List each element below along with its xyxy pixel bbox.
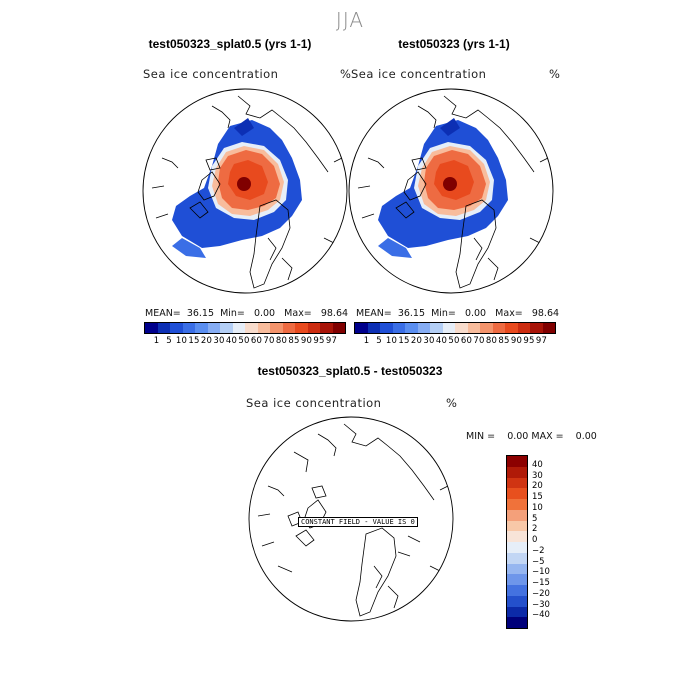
- figure-title: JJA: [335, 8, 365, 32]
- colorbar-tick-label: 30: [532, 470, 543, 481]
- colorbar-tick-label: 97: [325, 336, 338, 346]
- colorbar-tick-label: 40: [225, 336, 238, 346]
- colorbar-swatch: [270, 323, 283, 333]
- colorbar-swatch: [507, 607, 527, 618]
- colorbar-swatch: [258, 323, 271, 333]
- colorbar-swatch: [480, 323, 493, 333]
- colorbar-tick-label: 40: [435, 336, 448, 346]
- colorbar-tick-label: 10: [385, 336, 398, 346]
- colorbar-tick-label: 50: [238, 336, 250, 346]
- colorbar-swatch: [518, 323, 531, 333]
- colorbar-swatch: [507, 478, 527, 489]
- colorbar-tick-label: 20: [410, 336, 423, 346]
- colorbar-tick-label: −10: [532, 567, 550, 578]
- panel-2-units: %: [549, 67, 561, 81]
- colorbar-tick-label: 80: [485, 336, 498, 346]
- colorbar-tick-label: 95: [313, 336, 325, 346]
- difference-variable-label: Sea ice concentration: [246, 396, 382, 410]
- colorbar-swatch: [455, 323, 468, 333]
- panel-2-polar-map: [348, 88, 554, 294]
- colorbar-tick-label: 30: [213, 336, 225, 346]
- colorbar-tick-label: −40: [532, 610, 550, 621]
- constant-field-annotation: CONSTANT FIELD - VALUE IS 0: [298, 517, 418, 527]
- panel-2-variable-label: Sea ice concentration: [351, 67, 487, 81]
- colorbar-tick-label: 5: [166, 336, 172, 346]
- difference-units: %: [446, 396, 458, 410]
- panel-1-colorbar-ticks: [144, 336, 346, 348]
- colorbar-swatch: [208, 323, 221, 333]
- colorbar-tick-label: 95: [523, 336, 535, 346]
- colorbar-tick-label: 5: [376, 336, 382, 346]
- panel-1-polar-map: [142, 88, 348, 294]
- panel-1-colorbar: [144, 322, 346, 334]
- colorbar-tick-label: 20: [200, 336, 213, 346]
- colorbar-tick-label: 40: [532, 459, 543, 470]
- colorbar-swatch: [507, 499, 527, 510]
- colorbar-swatch: [507, 585, 527, 596]
- colorbar-swatch: [333, 323, 346, 333]
- panel-1-units: %: [340, 67, 352, 81]
- colorbar-swatch: [220, 323, 233, 333]
- colorbar-swatch: [430, 323, 443, 333]
- colorbar-swatch: [507, 617, 527, 628]
- colorbar-swatch: [145, 323, 158, 333]
- panel-1-title: test050323_splat0.5 (yrs 1-1): [148, 37, 312, 51]
- colorbar-tick-label: 85: [288, 336, 300, 346]
- colorbar-swatch: [405, 323, 418, 333]
- colorbar-swatch: [507, 564, 527, 575]
- colorbar-tick-label: 1: [153, 336, 160, 346]
- panel-1-stats: MEAN= 36.15 Min= 0.00 Max= 98.64: [145, 308, 349, 319]
- colorbar-tick-label: 70: [263, 336, 275, 346]
- panel-2-title: test050323 (yrs 1-1): [398, 37, 510, 51]
- colorbar-tick-label: 80: [275, 336, 288, 346]
- panel-2-colorbar: [354, 322, 556, 334]
- colorbar-tick-label: 50: [448, 336, 460, 346]
- difference-stats: MIN = 0.00 MAX = 0.00: [466, 431, 597, 442]
- colorbar-tick-label: 97: [535, 336, 548, 346]
- colorbar-tick-label: 15: [398, 336, 410, 346]
- colorbar-swatch: [493, 323, 506, 333]
- colorbar-tick-label: 10: [532, 502, 543, 513]
- colorbar-tick-label: 20: [532, 481, 543, 492]
- colorbar-swatch: [320, 323, 333, 333]
- colorbar-tick-label: −15: [532, 578, 550, 588]
- colorbar-swatch: [543, 323, 556, 333]
- panel-2-colorbar-ticks: [354, 336, 556, 348]
- colorbar-swatch: [468, 323, 481, 333]
- colorbar-swatch: [418, 323, 431, 333]
- difference-colorbar-labels: [532, 455, 572, 627]
- colorbar-tick-label: 85: [498, 336, 510, 346]
- difference-colorbar: [506, 455, 528, 629]
- colorbar-tick-label: 15: [188, 336, 200, 346]
- colorbar-tick-label: 10: [175, 336, 188, 346]
- colorbar-tick-label: −30: [532, 599, 550, 610]
- colorbar-swatch: [195, 323, 208, 333]
- colorbar-tick-label: 0: [532, 535, 538, 545]
- colorbar-swatch: [355, 323, 368, 333]
- colorbar-swatch: [443, 323, 456, 333]
- colorbar-tick-label: −5: [532, 556, 545, 567]
- difference-panel-title: test050323_splat0.5 - test050323: [257, 364, 443, 378]
- colorbar-tick-label: 70: [473, 336, 485, 346]
- colorbar-swatch: [393, 323, 406, 333]
- colorbar-swatch: [507, 596, 527, 607]
- colorbar-swatch: [507, 456, 527, 467]
- colorbar-tick-label: 60: [460, 336, 473, 346]
- colorbar-swatch: [368, 323, 381, 333]
- colorbar-swatch: [158, 323, 171, 333]
- colorbar-swatch: [308, 323, 321, 333]
- colorbar-swatch: [283, 323, 296, 333]
- colorbar-swatch: [183, 323, 196, 333]
- colorbar-tick-label: 90: [510, 336, 523, 346]
- colorbar-tick-label: 90: [300, 336, 313, 346]
- colorbar-tick-label: 1: [363, 336, 370, 346]
- colorbar-swatch: [170, 323, 183, 333]
- panel-1-variable-label: Sea ice concentration: [143, 67, 279, 81]
- colorbar-swatch: [507, 521, 527, 532]
- colorbar-tick-label: −20: [532, 588, 550, 599]
- colorbar-swatch: [530, 323, 543, 333]
- colorbar-swatch: [507, 574, 527, 585]
- colorbar-tick-label: 60: [250, 336, 263, 346]
- colorbar-swatch: [245, 323, 258, 333]
- colorbar-swatch: [505, 323, 518, 333]
- colorbar-tick-label: 2: [532, 524, 538, 535]
- colorbar-swatch: [233, 323, 246, 333]
- colorbar-swatch: [507, 553, 527, 564]
- colorbar-swatch: [507, 531, 527, 542]
- colorbar-swatch: [507, 488, 527, 499]
- colorbar-tick-label: 15: [532, 492, 543, 502]
- colorbar-tick-label: 5: [532, 513, 538, 524]
- panel-2-stats: MEAN= 36.15 Min= 0.00 Max= 98.64: [356, 308, 560, 319]
- colorbar-swatch: [295, 323, 308, 333]
- colorbar-swatch: [380, 323, 393, 333]
- colorbar-tick-label: 30: [423, 336, 435, 346]
- colorbar-swatch: [507, 510, 527, 521]
- colorbar-tick-label: −2: [532, 545, 545, 556]
- colorbar-swatch: [507, 542, 527, 553]
- colorbar-swatch: [507, 467, 527, 478]
